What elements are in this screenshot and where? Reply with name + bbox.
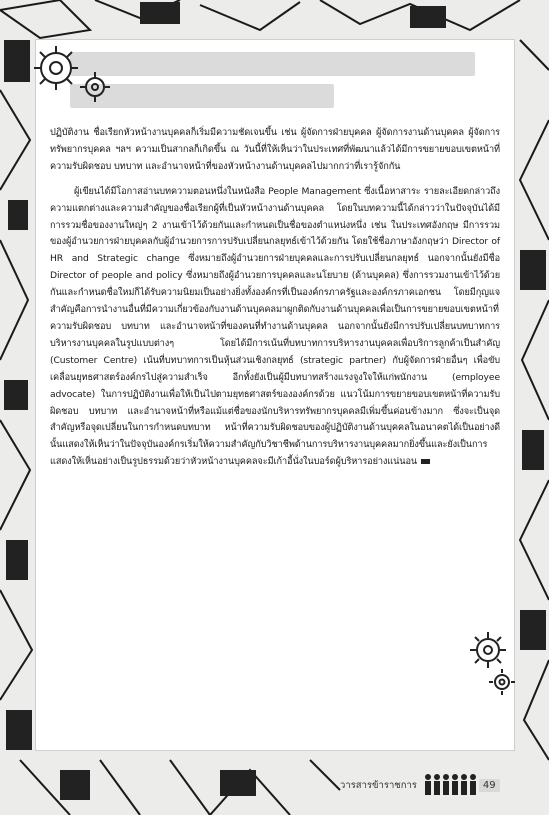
page-number: 49 [479, 779, 500, 792]
faded-heading-watermark [70, 52, 510, 118]
article-paragraph-text: ผู้เขียนได้มีโอกาสอ่านบทความตอนหนึ่งในหนังสือ People Management ซึ่งเนื้อหาสาระ รายละเอียดกล่าวถึงความแตกต่างและความสำคัญของชื่อเรียกผู้ที่เป็นหัวหน้างานด้านบุคคล โดยในบทความนี้ได้กล่าวว่าในปัจจุบันได้มีการรวมชื่อของงานใหญ่ๆ 2 งานเข้าไว้ด้วยกันและกำหนดเป็นชื่อของตำแหน่งหนึ่ง เช่น ในประเทศอังกฤษ มีการรวมของผู้อำนวยการฝ่ายบุคคลกับผู้อำนวยการการปรับเปลี่ยนกลยุทธ์เข้าไว้ด้วยกัน โดยใช้ชื่อภาษาอังกฤษว่า Director of HR and Strategic change ซึ่งหมายถึงผู้อำนวยการฝ่ายบุคคลและการปรับเปลี่ยนกลยุทธ์ นอกจากนั้นยังมีชื่อ Director of people and policy ซึ่งหมายถึงผู้อำนวยการบุคคลและนโยบาย (ด้านบุคคล) ซึ่งการรวมงานเข้าไว้ด้วยกันและกำหนดชื่อใหม่ก็ได้รับความนิยมเป็นอย่างยิ่งทั้งองค์กรที่เป็นองค์กรภาครัฐและองค์กรภาคเอกชน โดยมีกุญแจสำคัญคือการนำงานอื่นที่มีความเกี่ยวข้องกับงานด้านบุคคลมาผูกติดกับงานด้านบุคคลเพื่อเป็นการขยายขอบเขตหน้าที่ความรับผิดชอบ บทบาท และอำนาจหน้าที่ของคนที่ทำงานด้านบุคคล นอกจากนั้นยังมีการปรับเปลี่ยนบทบาทการบริหารงานบุคคลในรูปแบบต่างๆ โดยได้มีการเน้นที่บทบาทการบริหารงานบุคคลเพื่อบริการลูกค้าเป็นสำคัญ (Customer Centre) เน้นที่บทบาทการเป็นหุ้นส่วนเชิงกลยุทธ์ (strategic partner) กับผู้จัดการฝ่ายอื่นๆ เพื่อขับเคลื่อนยุทธศาสตร์องค์กรไปสู่ความสำเร็จ อีกทั้งยังเป็นผู้มีบทบาทสร้างแรงจูงใจให้แก่พนักงาน (employee advocate) ในการปฏิบัติงานเพื่อให้เป็นไปตามยุทธศาสตร์ขององค์กรด้วย แนวโน้มการขยายขอบเขตหน้าที่ความรับผิดชอบ บทบาท และอำนาจหน้าที่หรือแม้แต่ชื่อของนักบริหารทรัพยากรบุคคลมีเพิ่มขึ้นค่อนข้างมาก ซึ่งจะเป็นจุดสำคัญหรือจุดเปลี่ยนในการกำหนดบทบาท หน้าที่ความรับผิดชอบของผู้ปฏิบัติงานด้านบุคคลในอนาคตได้เป็นอย่างดี นั้นแสดงให้เห็นว่าในปัจจุบันองค์กรเริ่มให้ความสำคัญกับวิชาชีพด้านการบริหารงานบุคคลมากยิ่งขึ้นและยังเป็นการแสดงให้เห็นอย่างเป็นรูปธรรมด้วยว่าหัวหน้างานบุคคลจะมีเก้าอี้นั่งในบอร์ดผู้บริหารอย่างแน่นอน [50, 185, 500, 468]
gear-icon [488, 668, 516, 696]
article-paragraph [50, 184, 500, 471]
faded-heading-line [70, 52, 475, 76]
gear-icon [468, 630, 508, 670]
gear-icon [78, 70, 112, 104]
page-footer [340, 770, 515, 800]
end-mark-icon [421, 459, 430, 464]
article-paragraph: ปฏิบัติงาน ชื่อเรียกหัวหน้างานบุคคลก็เริ่มมีความชัดเจนขึ้น เช่น ผู้จัดการฝ่ายบุคคล ผู้จัดการงานด้านบุคคล ผู้จัดการทรัพยากรบุคคล ฯลฯ ความเป็นสากลก็เกิดขึ้น ณ วันนี้ที่ให้เห็นว่าในประเทศที่พัฒนาแล้วได้มีการขยายขอบเขตหน้าที่ความรับผิดชอบ บทบาท และอำนาจหน้าที่ของหัวหน้างานด้านบุคคลไปมากกว่าที่เรารู้จักกัน [50, 127, 500, 172]
people-group-icon [423, 773, 477, 797]
article-body [50, 125, 500, 479]
gear-icon [30, 42, 82, 94]
journal-name: วารสารข้าราชการ [340, 779, 417, 791]
